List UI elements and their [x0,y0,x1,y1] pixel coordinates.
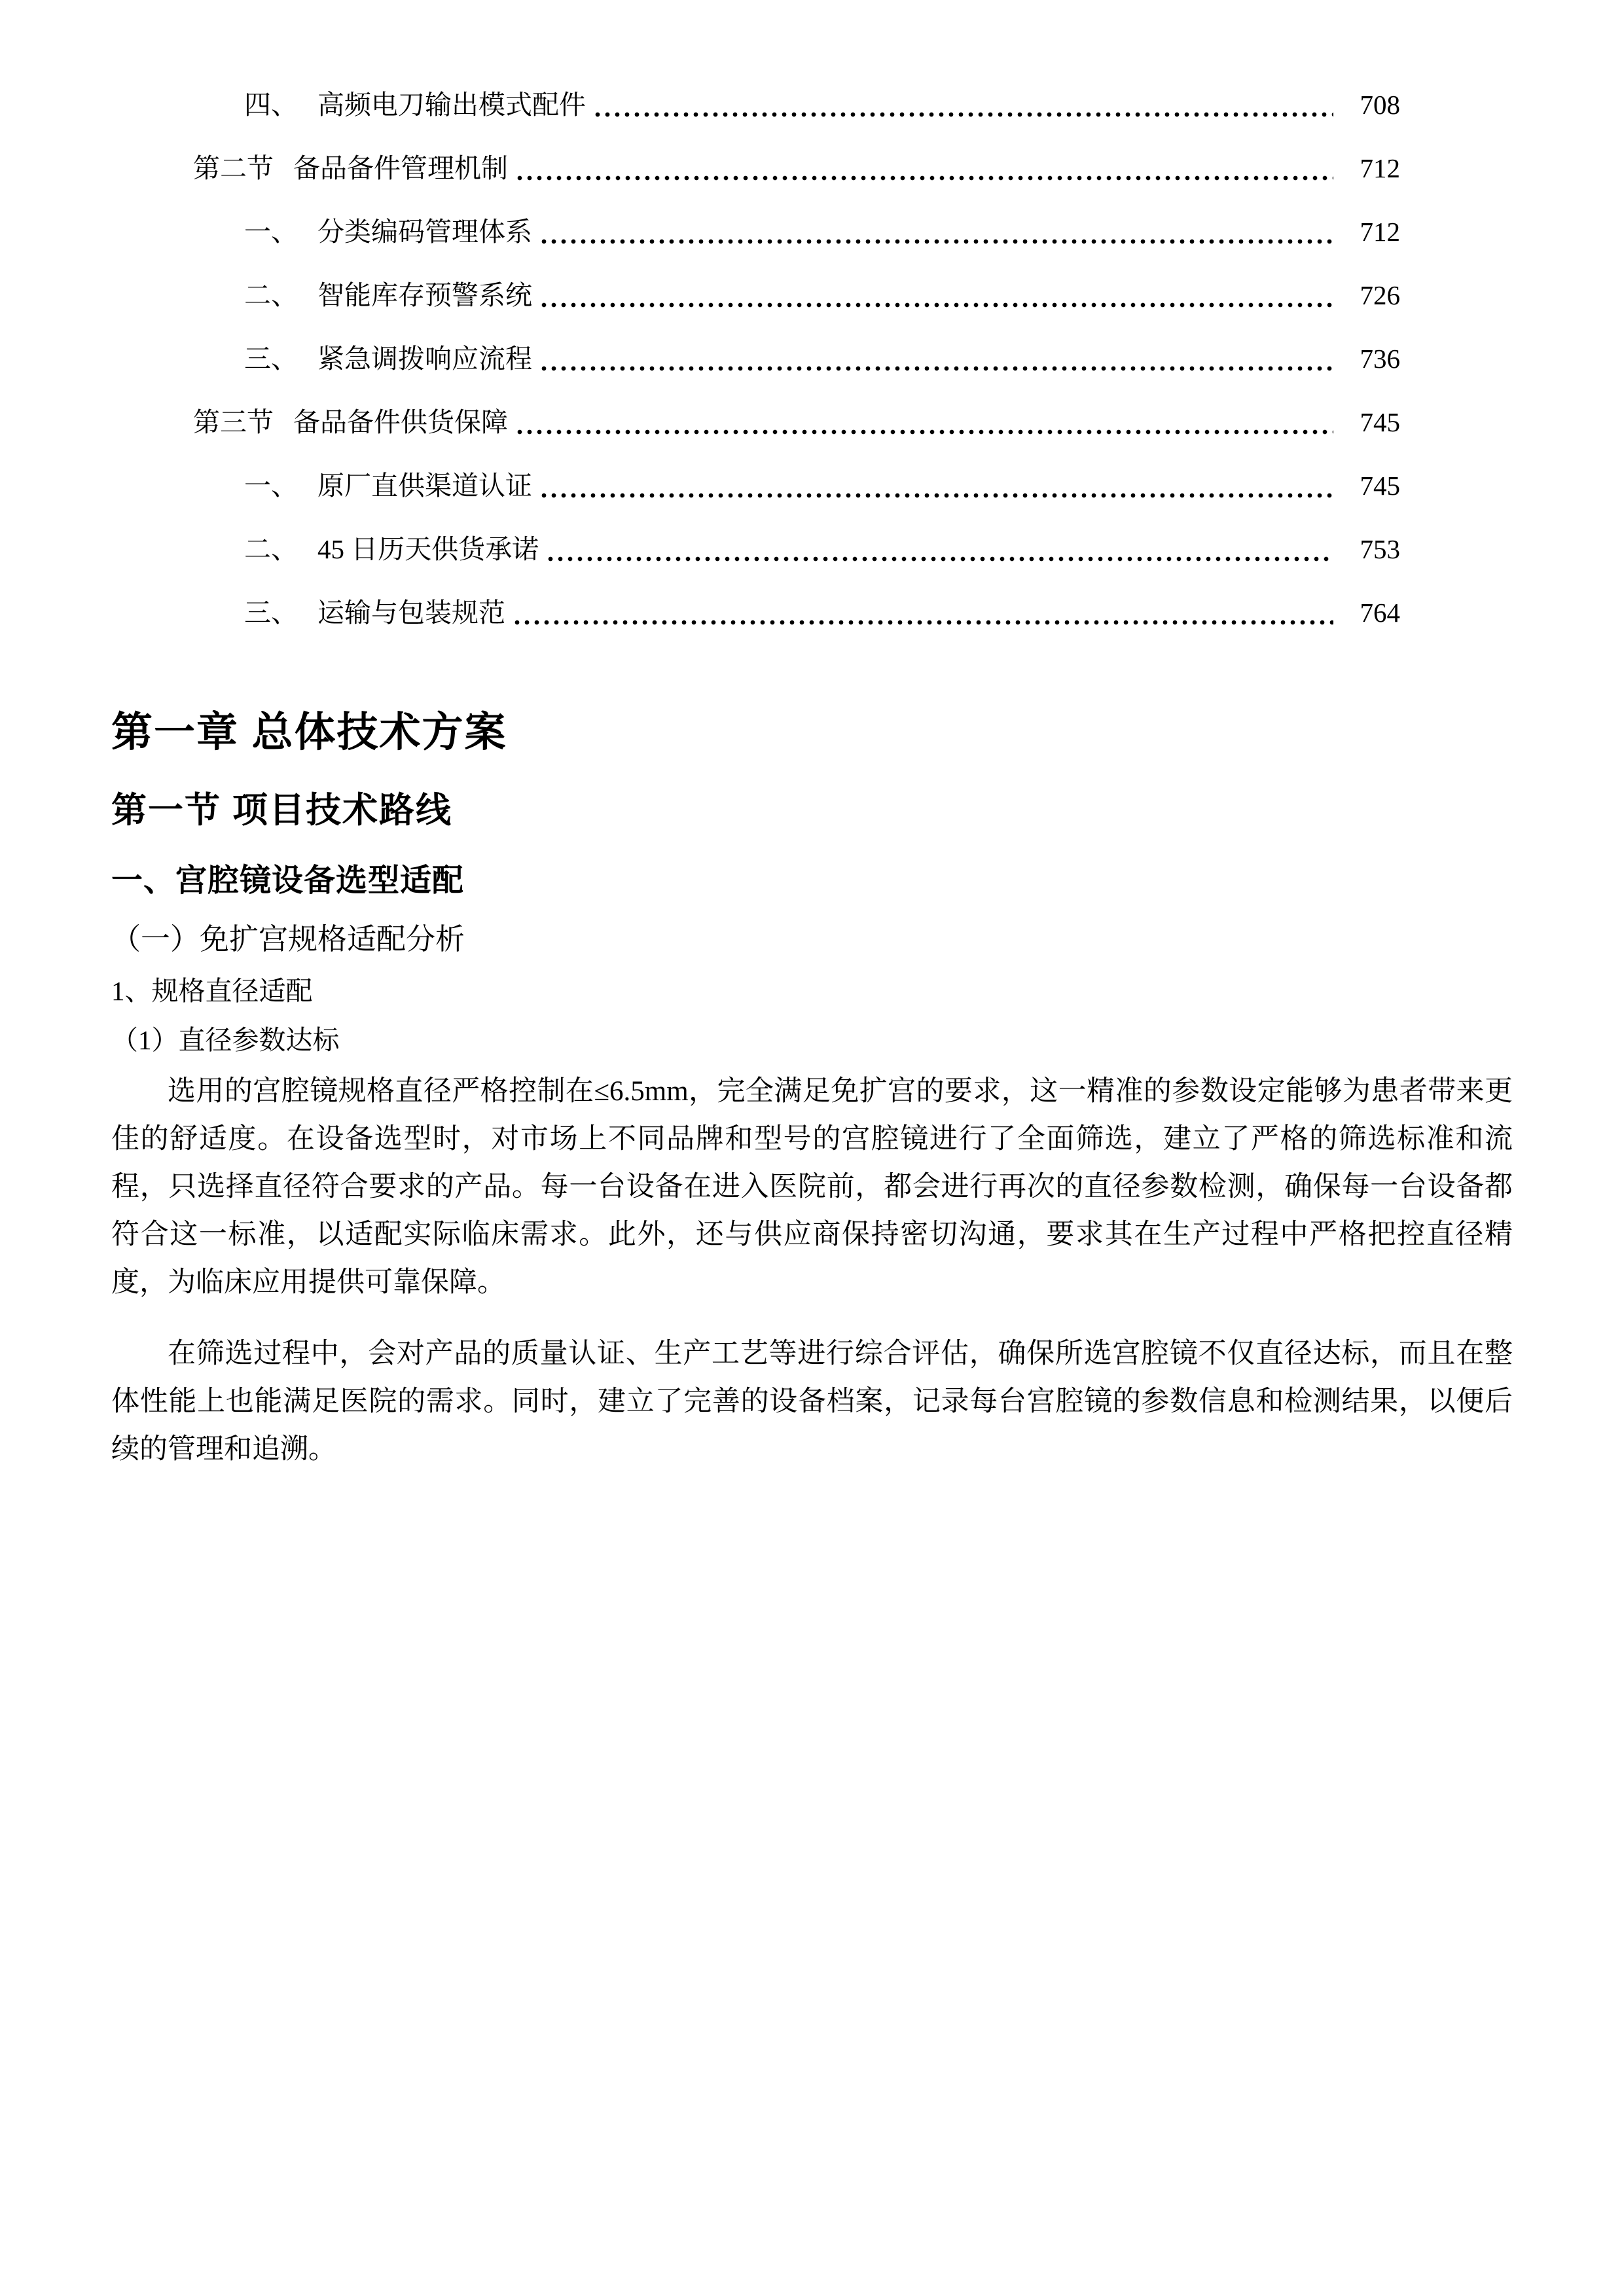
toc-entry-marker: 第三节 [193,407,274,437]
toc-entry-page: 745 [1360,407,1400,437]
section-heading: 第一节 项目技术路线 [111,791,453,831]
toc-entry [111,581,1400,645]
toc-entry-title: 45 日历天供货承诺 [317,534,539,564]
toc-entry-page: 712 [1360,217,1400,247]
toc-entry-page: 736 [1360,344,1400,374]
toc-entry-marker: 一、 [244,471,298,501]
toc-entry-page: 745 [1360,471,1400,501]
body-paragraph: 选用的宫腔镜规格直径严格控制在≤6.5mm，完全满足免扩宫的要求，这一精准的参数设定能够为患者带来更佳的舒适度。在设备选型时，对市场上不同品牌和型号的宫腔镜进行了全面筛选，建立了严格的筛选标准和流程，只选择直径符合要求的产品。每一台设备在进入医院前，都会进行再次的直径参数检测，确保每一台设备都符合这一标准，以适配实际临床需求。此外，还与供应商保持密切沟通，要求其在生产过程中严格把控直径精度，为临床应用提供可靠保障。 [111,1076,1513,1299]
toc-entry-page: 712 [1360,153,1400,183]
toc-entry-title: 备品备件管理机制 [293,153,508,183]
toc-entry-marker: 二、 [244,534,298,564]
toc-entry-page: 708 [1360,90,1400,120]
toc-entry-marker: 二、 [244,280,298,310]
toc-leader-dots [517,137,1333,200]
toc-entry-marker: 三、 [244,598,298,628]
subsection-heading: 一、宫腔镜设备选型适配 [111,863,465,898]
toc-leader-dots [548,518,1333,581]
heading-level-5: 1、规格直径适配 [111,975,313,1006]
toc-leader-dots [541,264,1333,327]
toc-entry [111,454,1400,518]
toc-leader-dots [541,454,1333,518]
heading-level-4: （一）免扩宫规格适配分析 [111,922,465,956]
toc-entry [111,264,1400,327]
toc-leader-dots [595,73,1333,137]
toc-entry [111,137,1400,200]
toc-entry-title: 紧急调拨响应流程 [317,344,532,374]
toc-entry-marker: 第二节 [193,153,274,183]
toc-entry-marker: 三、 [244,344,298,374]
toc-leader-dots [541,200,1333,264]
toc-entry [111,391,1400,454]
toc-entry-title: 智能库存预警系统 [317,280,532,310]
toc-entry-title: 原厂直供渠道认证 [317,471,532,501]
table-of-contents [111,73,1513,645]
toc-entry-page: 726 [1360,280,1400,310]
toc-entry [111,327,1400,391]
toc-entry-title: 备品备件供货保障 [293,407,508,437]
toc-entry [111,518,1400,581]
toc-entry-title: 高频电刀输出模式配件 [317,90,586,120]
toc-leader-dots [541,327,1333,391]
chapter-heading: 第一章 总体技术方案 [111,709,507,755]
toc-entry [111,200,1400,264]
toc-entry-marker: 四、 [244,90,298,120]
toc-entry [111,73,1400,137]
toc-entry-page: 753 [1360,534,1400,564]
toc-entry-page: 764 [1360,598,1400,628]
body-paragraph: 在筛选过程中，会对产品的质量认证、生产工艺等进行综合评估，确保所选宫腔镜不仅直径达标，而且在整体性能上也能满足医院的需求。同时，建立了完善的设备档案，记录每台宫腔镜的参数信息和检测结果，以便后续的管理和追溯。 [111,1338,1513,1465]
heading-level-6: （1）直径参数达标 [111,1025,340,1056]
toc-entry-title: 分类编码管理体系 [317,217,532,247]
toc-entry-title: 运输与包装规范 [317,598,505,628]
toc-entry-marker: 一、 [244,217,298,247]
toc-leader-dots [517,391,1333,454]
toc-leader-dots [514,581,1333,645]
